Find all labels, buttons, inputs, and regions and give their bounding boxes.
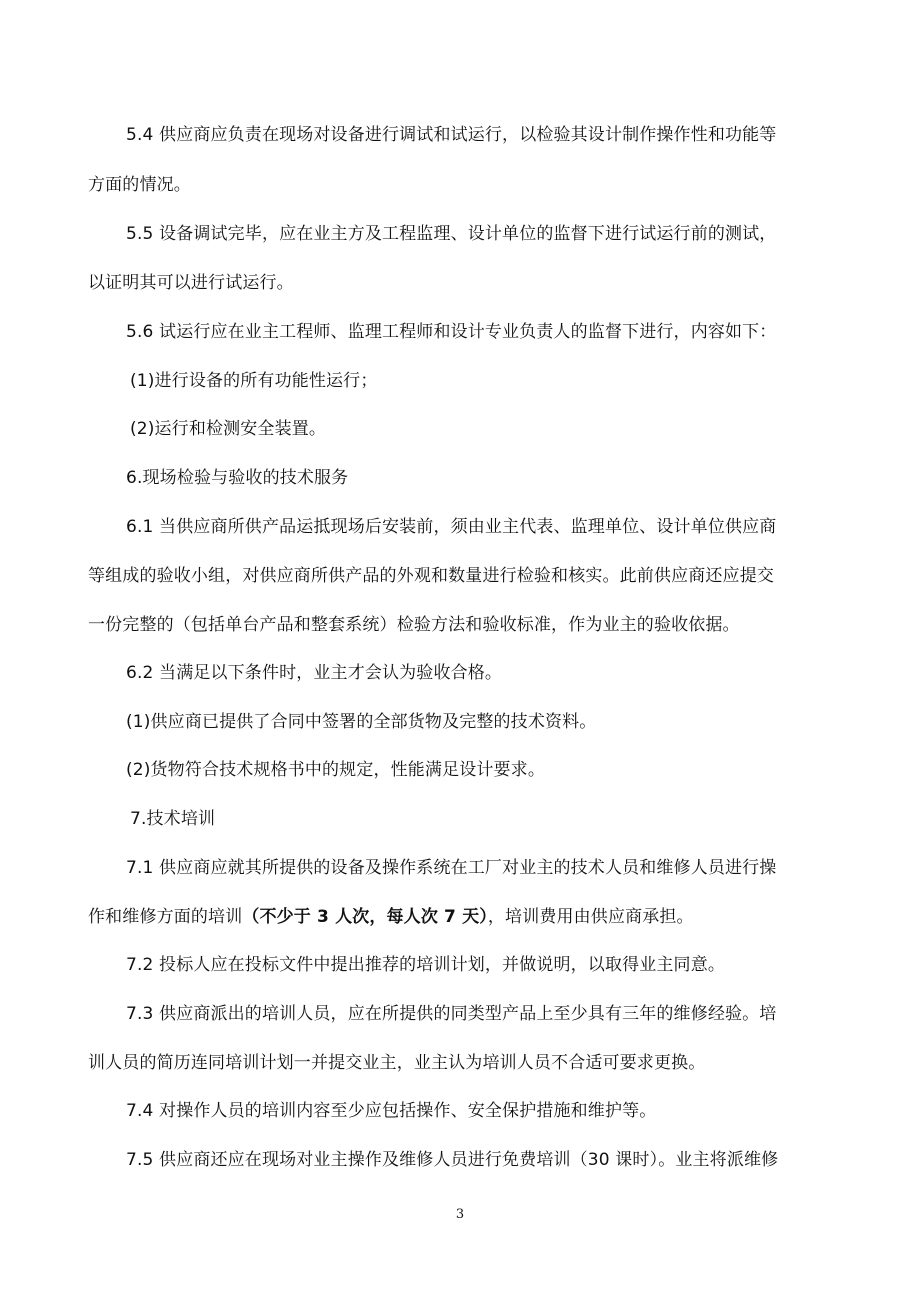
para-7-1-line-1: 7.1 供应商应就其所提供的设备及操作系统在工厂对业主的技术人员和维修人员进行操: [126, 858, 777, 878]
para-7-3-line-1: 7.3 供应商派出的培训人员，应在所提供的同类型产品上至少具有三年的维修经验。培: [126, 1004, 777, 1024]
para-6-1-line-1: 6.1 当供应商所供产品运抵现场后安装前，须由业主代表、监理单位、设计单位供应商: [126, 517, 777, 537]
para-5-4-line-2: 方面的情况。: [88, 175, 191, 195]
section-heading-7: 7.技术培训: [130, 809, 216, 829]
para-5-5-line-1: 5.5 设备调试完毕，应在业主方及工程监理、设计单位的监督下进行试运行前的测试，: [126, 224, 777, 244]
para-6-2-item-2: (2)货物符合技术规格书中的规定，性能满足设计要求。: [126, 760, 545, 780]
para-6-1-line-3: 一份完整的（包括单台产品和整套系统）检验方法和验收标准，作为业主的验收依据。: [88, 615, 740, 635]
para-6-2-item-1: (1)供应商已提供了合同中签署的全部货物及完整的技术资料。: [126, 712, 597, 732]
para-7-5-line-1: 7.5 供应商还应在现场对业主操作及维修人员进行免费培训（30 课时）。业主将派维修: [126, 1150, 779, 1170]
para-7-1-line-2-text: 作和维修方面的培训: [88, 907, 243, 927]
para-7-2-line-1: 7.2 投标人应在投标文件中提出推荐的培训计划，并做说明，以取得业主同意。: [126, 955, 725, 975]
para-5-6-item-2: (2)运行和检测安全装置。: [130, 419, 327, 439]
para-5-4-line-1: 5.4 供应商应负责在现场对设备进行调试和试运行，以检验其设计制作操作性和功能等: [126, 125, 777, 145]
section-heading-6: 6.现场检验与验收的技术服务: [126, 468, 349, 488]
para-7-3-line-2: 训人员的简历连同培训计划一并提交业主，业主认为培训人员不合适可要求更换。: [88, 1053, 706, 1073]
para-7-1-line-2: [88, 904, 694, 930]
page-number: 3: [455, 1207, 465, 1222]
para-6-1-line-2: 等组成的验收小组，对供应商所供产品的外观和数量进行检验和核实。此前供应商还应提交: [88, 566, 774, 586]
para-6-2-line-1: 6.2 当满足以下条件时，业主才会认为验收合格。: [126, 663, 503, 683]
para-5-6-line-1: 5.6 试运行应在业主工程师、监理工程师和设计专业负责人的监督下进行，内容如下：: [126, 322, 777, 342]
training-quota-emphasis: （不少于 3 人次，每人次 7 天）: [242, 907, 488, 927]
para-5-6-item-1: (1)进行设备的所有功能性运行；: [130, 371, 378, 391]
para-7-4-line-1: 7.4 对操作人员的培训内容至少应包括操作、安全保护措施和维护等。: [126, 1101, 657, 1121]
para-5-5-line-2: 以证明其可以进行试运行。: [88, 273, 294, 293]
para-7-1-line-2-tail: ，培训费用由供应商承担。: [487, 907, 694, 927]
